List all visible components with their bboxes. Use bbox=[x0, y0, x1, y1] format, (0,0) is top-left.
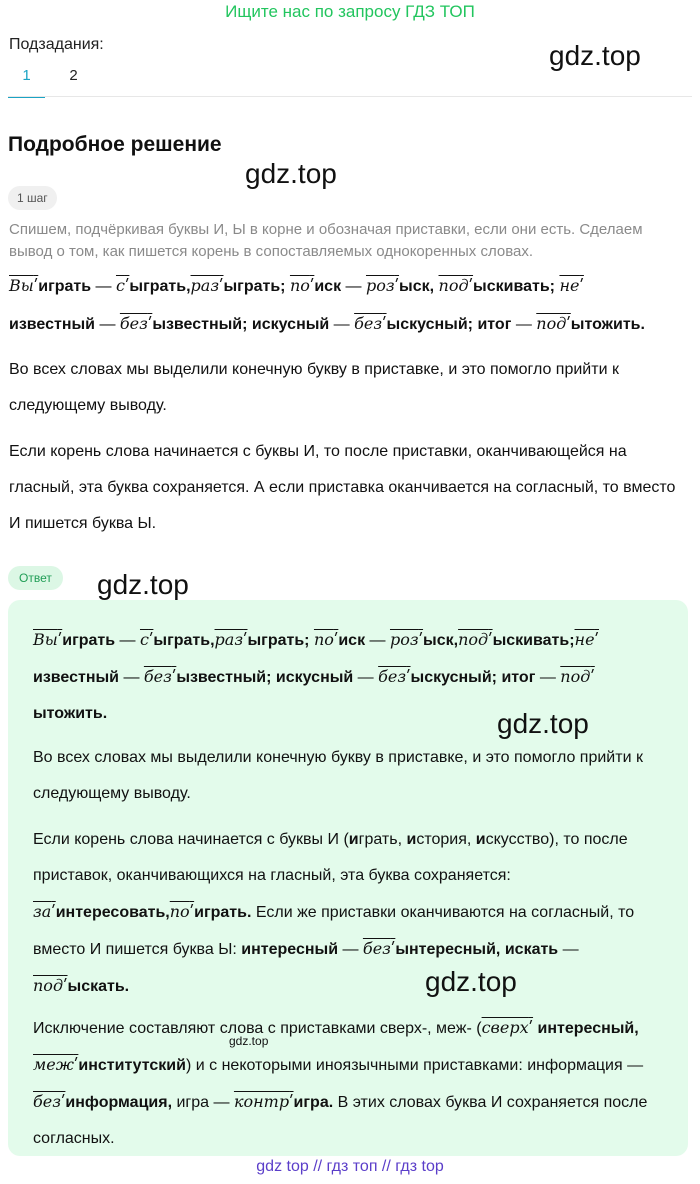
prefix: под bbox=[438, 276, 469, 295]
prefix: без bbox=[354, 314, 383, 333]
text: Исключение составляют слова с приставками сверх-, меж- ( bbox=[33, 1020, 482, 1037]
step-badge: 1 шаг bbox=[8, 186, 57, 210]
solution-paragraph-1: Во всех словах мы выделили конечную букву в приставке, и это помогло прийти к следующему выводу. bbox=[9, 361, 619, 414]
root: ыскивать; bbox=[473, 278, 555, 295]
root: играть. bbox=[194, 904, 252, 921]
root: играть bbox=[62, 632, 116, 649]
prefix: без bbox=[378, 667, 407, 686]
section-heading: Подробное решение bbox=[8, 133, 222, 156]
prefix: раз bbox=[190, 276, 220, 295]
root: ыск, bbox=[423, 632, 459, 649]
answer-badge: Ответ bbox=[8, 566, 63, 590]
tab-subtask-1[interactable]: 1 bbox=[8, 62, 45, 98]
root: иск bbox=[338, 632, 366, 649]
root: искать bbox=[504, 941, 559, 958]
prefix: по bbox=[313, 630, 334, 649]
prefix: раз bbox=[214, 630, 244, 649]
promo-banner[interactable]: Ищите нас по запросу ГДЗ ТОП bbox=[225, 2, 475, 21]
prefix: без bbox=[362, 939, 391, 958]
root: ыскать. bbox=[67, 978, 130, 995]
answer-paragraph-3: Исключение составляют слова с приставками сверх-, меж- (сверхʹ интересный, межʹинститутский) и с некоторыми иноязычными приставками: информация — безʹинформация, игра — контрʹигра. В этих словах буква И сохраняется после согласных. bbox=[33, 1018, 648, 1147]
prefix: Вы bbox=[9, 276, 34, 295]
prefix: сверх bbox=[481, 1018, 529, 1037]
watermark: gdz.top bbox=[245, 158, 337, 189]
prefix: под bbox=[560, 667, 591, 686]
prefix: роз bbox=[389, 630, 419, 649]
solution-paragraph-2: Если корень слова начинается с буквы И, то после приставки, оканчивающейся на гласный, эта буква сохраняется. А если приставка оканчивается на согласный, то вместо И пишется буква Ы. bbox=[9, 443, 676, 532]
subtask-tabs bbox=[8, 62, 92, 98]
root: известный bbox=[33, 669, 119, 686]
prefix: контр bbox=[233, 1092, 290, 1111]
root: ыскусный; bbox=[410, 669, 498, 686]
prefix: не bbox=[559, 276, 580, 295]
prefix: под bbox=[536, 314, 567, 333]
prefix: роз bbox=[365, 276, 395, 295]
prefix: по bbox=[169, 902, 190, 921]
solution-words-line-1: Выʹиграть — сʹыграть,разʹыграть; поʹиск — розʹыск, подʹыскивать; неʹ bbox=[9, 276, 584, 295]
text: скусство), то после приставок, оканчивающихся на гласный, эта буква сохраняется: bbox=[33, 831, 628, 884]
text: В этих словах буква И сохраняется после согласных. bbox=[33, 1094, 648, 1147]
answer-paragraph-2: Если корень слова начинается с буквы И (играть, история, искусство), то после приставок, оканчивающихся на гласный, эта буква сохраняется: заʹинтересовать,поʹиграть. Если же приставки оканчиваются на согласный, то вместо И пишется буква Ы: интересный — безʹынтересный, искать — подʹыскать. bbox=[33, 831, 635, 995]
step-hint: Спишем, подчёркивая буквы И, Ы в корне и обозначая приставки, если они есть. Сделаем вывод о том, как пишется корень в сопоставляемых однокоренных словах. bbox=[9, 221, 643, 260]
root: интересный bbox=[241, 941, 339, 958]
text: Если корень слова начинается с буквы И ( bbox=[33, 831, 349, 848]
text: Если же приставки оканчиваются на согласный, то вместо И пишется буква Ы: bbox=[33, 904, 635, 958]
text: стория, bbox=[416, 831, 476, 848]
root: институтский bbox=[78, 1057, 186, 1074]
root: ыграть, bbox=[129, 278, 191, 295]
root: ыграть, bbox=[153, 632, 215, 649]
prefix: Вы bbox=[33, 630, 58, 649]
prefix: не bbox=[574, 630, 595, 649]
watermark: gdz.top bbox=[549, 40, 641, 71]
root: ызвестный; bbox=[176, 669, 272, 686]
prefix: с bbox=[115, 276, 125, 295]
prefix: за bbox=[33, 902, 52, 921]
root: ыскивать; bbox=[492, 632, 575, 649]
root: итог bbox=[477, 316, 512, 333]
root: известный bbox=[9, 316, 95, 333]
root: ыграть; bbox=[223, 278, 286, 295]
prefix: по bbox=[289, 276, 310, 295]
root: ыграть; bbox=[247, 632, 310, 649]
root: иск bbox=[314, 278, 342, 295]
watermark: gdz.top bbox=[425, 966, 517, 997]
root: интересовать, bbox=[55, 904, 170, 921]
prefix: без bbox=[143, 667, 172, 686]
root: ытожить. bbox=[33, 705, 108, 722]
solution-words-line-2: известный — безʹызвестный; искусный — безʹыскусный; итог — подʹытожить. bbox=[9, 314, 645, 333]
answer-paragraph-1: Во всех словах мы выделили конечную букву в приставке, и это помогло прийти к следующему выводу. bbox=[33, 749, 643, 802]
prefix: под bbox=[33, 976, 64, 995]
root: ынтересный, bbox=[395, 941, 501, 958]
subtasks-label: Подзадания: bbox=[9, 36, 104, 53]
root: ыск, bbox=[399, 278, 435, 295]
root: и bbox=[348, 831, 359, 848]
prefix: без bbox=[33, 1092, 61, 1111]
root: игра. bbox=[293, 1094, 334, 1111]
divider bbox=[8, 96, 692, 97]
footer-links[interactable]: gdz top // гдз топ // гдз top bbox=[256, 1158, 444, 1175]
root: и bbox=[406, 831, 417, 848]
prefix: с bbox=[139, 630, 149, 649]
text: игра — bbox=[176, 1094, 230, 1111]
root: искусный bbox=[275, 669, 354, 686]
prefix: без bbox=[119, 314, 148, 333]
answer-words-line-2: известный — безʹызвестный; искусный — безʹыскусный; итог — подʹ bbox=[33, 667, 595, 686]
root: ызвестный; bbox=[152, 316, 248, 333]
root: интересный, bbox=[537, 1020, 639, 1037]
text: ) и с некоторыми иноязычными приставками: информация — bbox=[185, 1057, 644, 1074]
root: информация, bbox=[65, 1094, 173, 1111]
tab-subtask-2[interactable]: 2 bbox=[69, 67, 78, 84]
watermark-small: gdz.top bbox=[229, 1034, 269, 1048]
root: играть bbox=[38, 278, 92, 295]
watermark: gdz.top bbox=[97, 569, 189, 600]
root: искусный bbox=[251, 316, 330, 333]
prefix: под bbox=[458, 630, 489, 649]
root: ытожить. bbox=[570, 316, 645, 333]
text: грать, bbox=[358, 831, 407, 848]
root: ыскусный; bbox=[386, 316, 474, 333]
prefix: меж bbox=[33, 1055, 74, 1074]
root: итог bbox=[501, 669, 536, 686]
root: и bbox=[475, 831, 486, 848]
answer-words-line-1: Выʹиграть — сʹыграть,разʹыграть; поʹиск — розʹыск,подʹыскивать;неʹ bbox=[33, 630, 599, 649]
watermark: gdz.top bbox=[497, 708, 589, 739]
